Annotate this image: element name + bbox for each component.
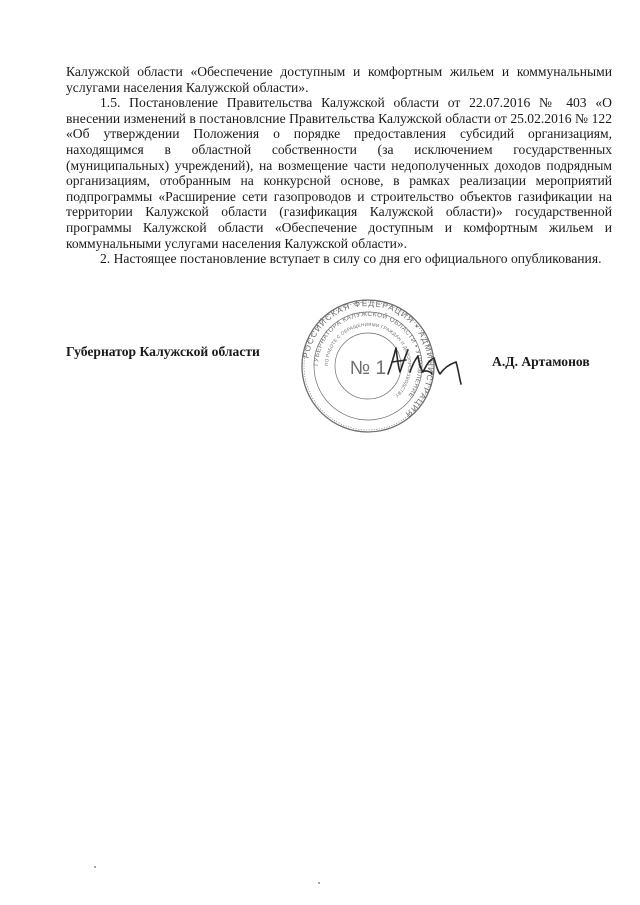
seal-inner-text: ПО РАБОТЕ С ОБРАЩЕНИЯМИ ГРАЖДАН И ДЕЛОПРОИЗВОДСТВУ bbox=[323, 321, 413, 399]
paragraph-item-2: 2. Настоящее постановление вступает в силу со дня его официального опубликования. bbox=[100, 251, 602, 267]
signatory-name: А.Д. Артамонов bbox=[492, 354, 590, 369]
scan-speck bbox=[94, 866, 96, 868]
paragraph-item-1-5: 1.5. Постановление Правительства Калужской области от 22.07.2016 № 403 «О внесении изменений в постановлсние Правительства Калужской области от 25.02.2016 № 122 «Об утверждении Положения о порядке предоставления субсидий организациям, находящимся в областной собственности (за исключением государственных (муниципальных) учреждений), на возмещение части недополученных доходов подрядным организациям, отобранным на конкурсной основе, в рамках реализации мероприятий подпрограммы «Расширение сети газопроводов и строительство объектов газификации на территории Калужской области (газификация Калужской области)» государственной программы Калужской области «Обеспечение доступным и комфортным жильем и коммунальными услугами населения Калужской области». bbox=[66, 95, 612, 251]
paragraph-continuation: Калужской области «Обеспечение доступным и комфортным жильем и коммунальными услугами населения Калужской области». bbox=[66, 64, 612, 95]
signatory-title: Губернатор Калужской области bbox=[66, 344, 260, 359]
seal-middle-text: ГУБЕРНАТОРА КАЛУЖСКОЙ ОБЛАСТИ • УПРАВЛЕНИЕ bbox=[312, 310, 424, 400]
document-body bbox=[66, 64, 612, 267]
seal-outer-text: РОССИЙСКАЯ ФЕДЕРАЦИЯ • АДМИНИСТРАЦИЯ bbox=[301, 298, 436, 420]
scan-speck bbox=[318, 882, 320, 884]
seal-number: № 1 bbox=[349, 358, 387, 379]
handwritten-signature bbox=[382, 338, 472, 388]
